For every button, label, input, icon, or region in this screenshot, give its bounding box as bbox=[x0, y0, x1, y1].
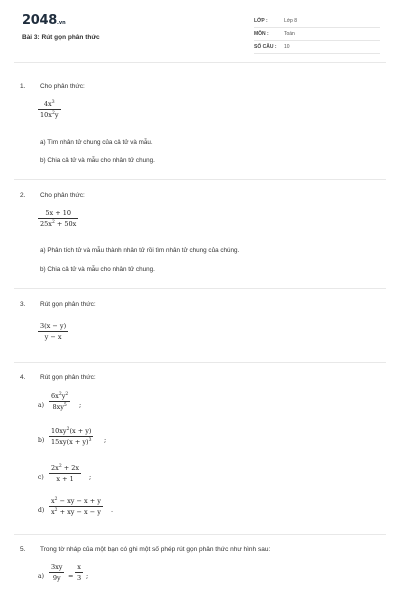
q4-part-c-label: c) bbox=[38, 474, 44, 481]
question-divider bbox=[14, 179, 386, 180]
meta-row-count bbox=[254, 41, 380, 54]
q4-part-d-label: d) bbox=[38, 507, 45, 514]
fraction-denominator: y − x bbox=[44, 333, 62, 341]
fraction-numerator: 3xy bbox=[51, 563, 63, 571]
question-divider bbox=[14, 534, 386, 535]
q4-a-semicolon: ; bbox=[79, 401, 82, 409]
q5-a-lhs-fraction bbox=[49, 563, 64, 582]
fraction-numerator: x bbox=[77, 563, 81, 571]
meta-row-subject bbox=[254, 28, 380, 41]
q2-fraction bbox=[38, 209, 78, 228]
fraction-denominator: 3 bbox=[77, 574, 82, 582]
fraction-numerator: $6x^2y^2$ bbox=[51, 392, 69, 401]
question-number: 4. bbox=[20, 374, 26, 381]
meta-key: LỚP : bbox=[254, 18, 268, 24]
fraction-numerator: 3(x − y) bbox=[40, 322, 67, 330]
fraction-denominator: x + 1 bbox=[56, 475, 74, 484]
site-logo[interactable]: 2048.vn bbox=[22, 13, 66, 28]
fraction-numerator: $4x^3$ bbox=[43, 100, 55, 109]
logo-suffix: .vn bbox=[56, 20, 66, 26]
q1-part-b: b) Chia cả tử và mẫu cho nhân tử chung. bbox=[40, 157, 155, 164]
question-text: Cho phân thức: bbox=[40, 83, 85, 90]
q1-part-a: a) Tìm nhân tử chung của cả tử và mẫu. bbox=[40, 139, 153, 146]
fraction-numerator: 5x + 10 bbox=[45, 209, 71, 217]
q4-b-fraction bbox=[49, 427, 93, 446]
meta-row-class bbox=[254, 15, 380, 28]
question-text: Rút gọn phân thức: bbox=[40, 301, 96, 308]
equals-sign: = bbox=[68, 572, 74, 580]
q5-a-rhs-fraction bbox=[75, 563, 83, 582]
question-divider bbox=[14, 288, 386, 289]
fraction-numerator: $x^2$ − xy − x + y bbox=[51, 497, 101, 506]
q1-fraction bbox=[38, 100, 61, 119]
question-text: Cho phân thức: bbox=[40, 192, 85, 199]
fraction-denominator: $8xy^5$ bbox=[52, 403, 67, 412]
meta-key: SỐ CÂU : bbox=[254, 44, 277, 50]
q5-a-semicolon: ; bbox=[86, 572, 89, 580]
q4-a-fraction bbox=[49, 392, 70, 411]
q5-part-a-label: a) bbox=[38, 573, 44, 580]
fraction-denominator: $15xy(x + y)^3$ bbox=[51, 438, 92, 447]
meta-key: MÔN : bbox=[254, 31, 269, 37]
q4-d-fraction bbox=[49, 497, 103, 516]
fraction-numerator: $2x^2 + 2x$ bbox=[51, 464, 80, 473]
question-divider bbox=[14, 362, 386, 363]
question-number: 2. bbox=[20, 192, 26, 199]
question-number: 3. bbox=[20, 301, 26, 308]
q4-part-b-label: b) bbox=[38, 437, 45, 444]
q4-d-period: . bbox=[111, 506, 114, 514]
q4-part-a-label: a) bbox=[38, 402, 44, 409]
fraction-denominator: $x^2$ + xy − x − y bbox=[51, 508, 101, 517]
fraction-denominator: $10x^2y$ bbox=[40, 111, 59, 120]
fraction-numerator: $10xy^2(x + y)$ bbox=[51, 427, 92, 436]
q4-b-semicolon: ; bbox=[104, 436, 107, 444]
question-text: Rút gọn phân thức: bbox=[40, 374, 96, 381]
lesson-title: Bài 3: Rút gọn phân thức bbox=[22, 34, 100, 41]
question-number: 1. bbox=[20, 83, 26, 90]
q4-c-fraction bbox=[49, 464, 81, 483]
question-number: 5. bbox=[20, 546, 26, 553]
fraction-denominator: $25x^2 + 50x$ bbox=[40, 220, 77, 229]
q2-part-b: b) Chia cả tử và mẫu cho nhân tử chung. bbox=[40, 266, 155, 273]
meta-value: Toán bbox=[284, 31, 295, 37]
q3-fraction bbox=[38, 322, 68, 341]
question-text: Trong tờ nháp của một bạn có ghi một số phép rút gọn phân thức như hình sau: bbox=[40, 546, 271, 553]
fraction-denominator: 9y bbox=[52, 574, 61, 582]
q2-part-a: a) Phân tích tử và mẫu thành nhân tử rồi tìm nhân tử chung của chúng. bbox=[40, 247, 240, 254]
meta-value: Lớp 8 bbox=[284, 18, 298, 24]
header-divider bbox=[14, 62, 386, 63]
meta-value: 10 bbox=[284, 44, 290, 50]
page-header bbox=[0, 0, 400, 56]
q4-c-semicolon: ; bbox=[89, 473, 92, 481]
